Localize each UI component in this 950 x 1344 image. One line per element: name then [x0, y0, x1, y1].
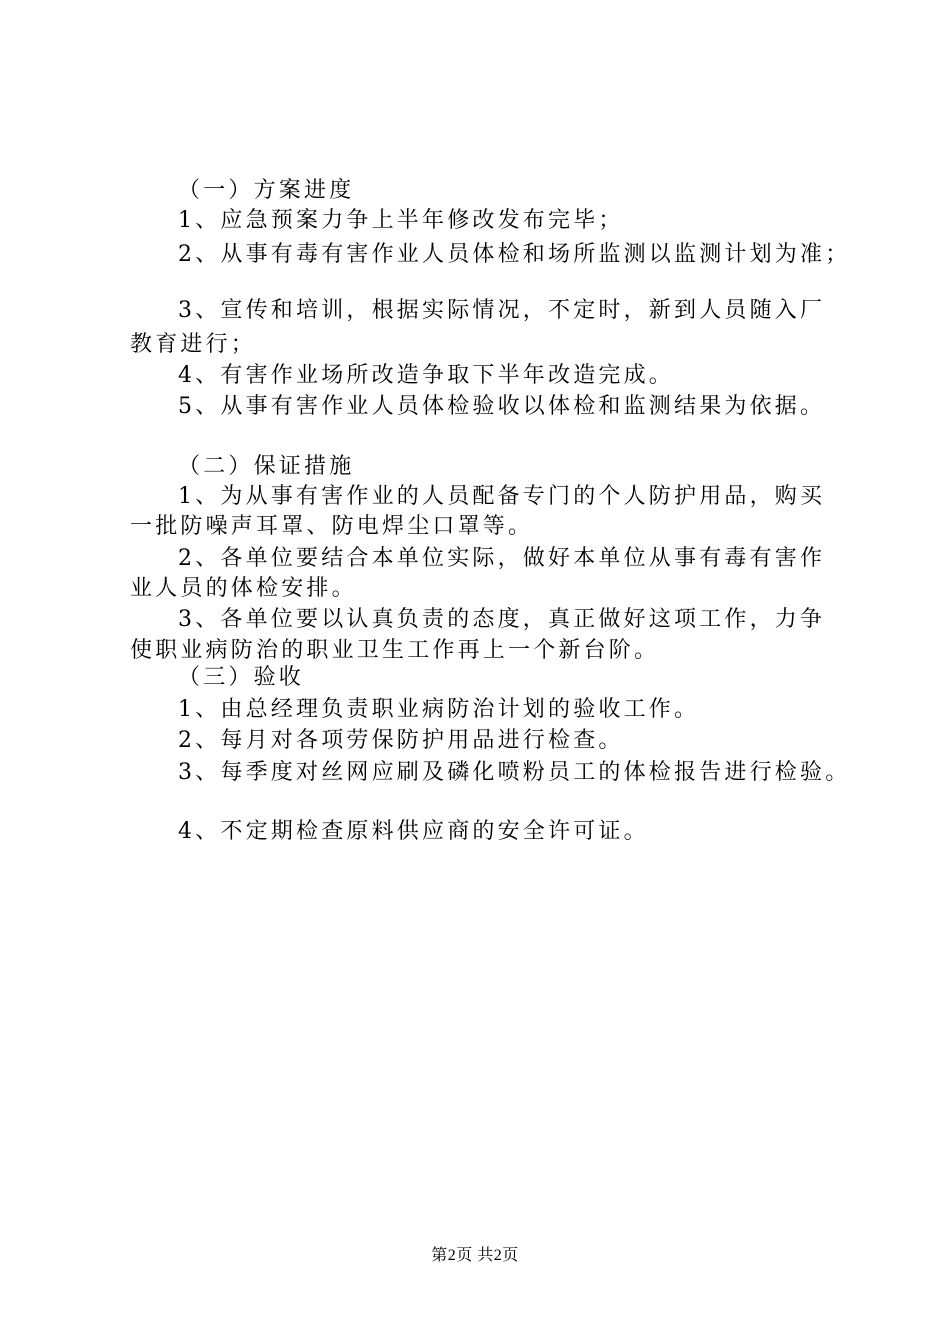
list-item: 3、宣传和培训，根据实际情况，不定时，新到人员随入厂 — [178, 298, 826, 323]
list-item-continuation: 业人员的体检安排。 — [130, 576, 357, 601]
section-heading: （一）方案进度 — [178, 178, 355, 203]
list-item: 4、有害作业场所改造争取下半年改造完成。 — [178, 363, 674, 388]
page-footer: 第2页 共2页 — [431, 1247, 519, 1264]
section-heading: （三）验收 — [178, 665, 305, 690]
list-item: 2、各单位要结合本单位实际，做好本单位从事有毒有害作 — [178, 546, 826, 571]
list-item: 4、不定期检查原料供应商的安全许可证。 — [178, 819, 649, 844]
section-heading: （二）保证措施 — [178, 454, 355, 479]
list-item-continuation: 一批防噪声耳罩、防电焊尘口罩等。 — [130, 514, 534, 539]
list-item: 1、应急预案力争上半年修改发布完毕； — [178, 208, 624, 233]
list-item: 2、每月对各项劳保防护用品进行检查。 — [178, 728, 624, 753]
list-item: 1、为从事有害作业的人员配备专门的个人防护用品，购买 — [178, 484, 826, 509]
list-item: 1、由总经理负责职业病防治计划的验收工作。 — [178, 697, 700, 722]
list-item: 3、各单位要以认真负责的态度，真正做好这项工作，力争 — [178, 607, 826, 632]
list-item: 2、从事有毒有害作业人员体检和场所监测以监测计划为准； — [178, 242, 851, 267]
list-item-continuation: 教育进行； — [130, 332, 257, 357]
list-item: 3、每季度对丝网应刷及磷化喷粉员工的体检报告进行检验。 — [178, 760, 851, 785]
list-item: 5、从事有害作业人员体检验收以体检和监测结果为依据。 — [178, 394, 826, 419]
list-item-continuation: 使职业病防治的职业卫生工作再上一个新台阶。 — [130, 638, 660, 663]
